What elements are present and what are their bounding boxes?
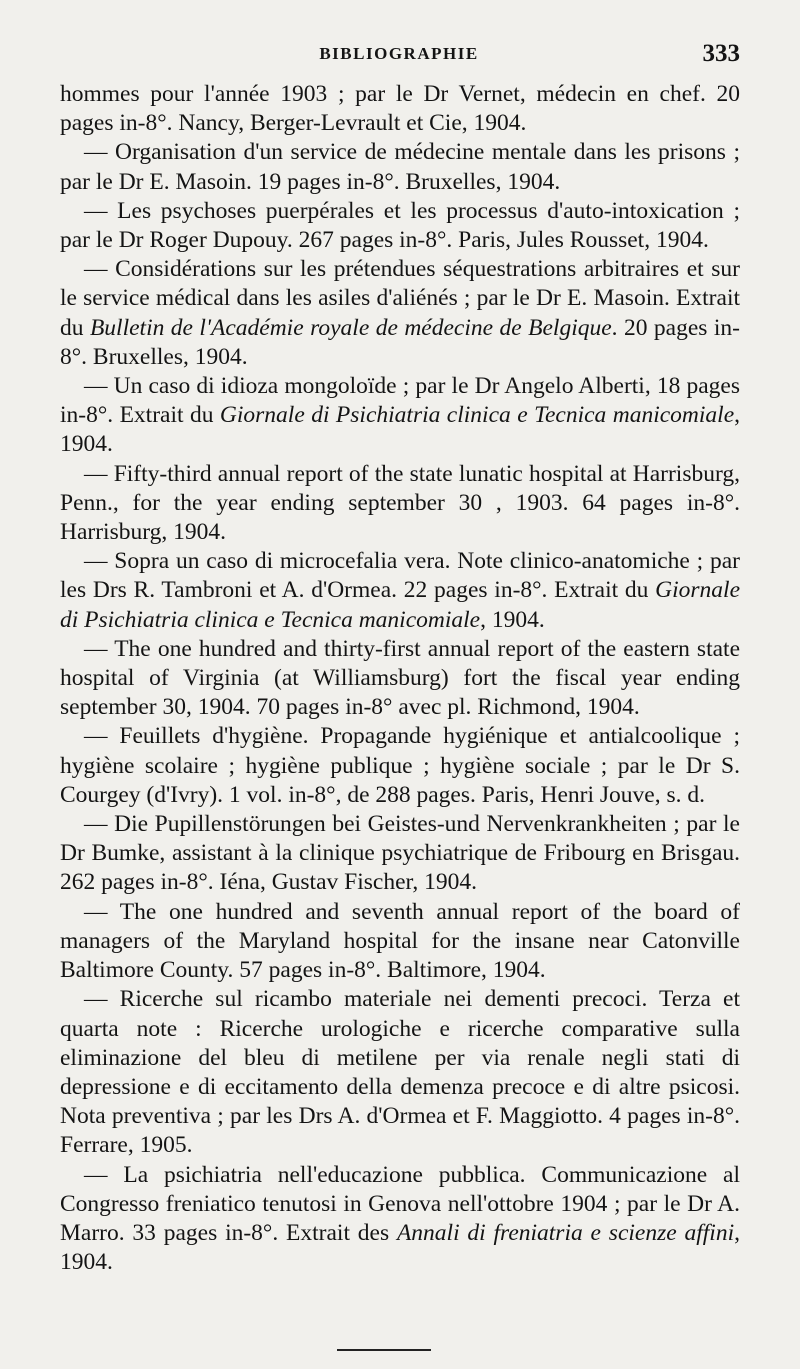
publication-title: Annali di freniatria e scienze affini bbox=[396, 1219, 735, 1246]
bibliography-entry: — Organisation d'un service de médecine mentale dans les prisons ; par le Dr E. Masoin. 19 pages in-8°. Bruxelles, 1904. bbox=[60, 139, 740, 195]
bibliography-entry: — Les psychoses puerpérales et les processus d'auto-intoxication ; par le Dr Roger Dupouy. 267 pages in-8°. Paris, Jules Rousset, 1904. bbox=[60, 197, 740, 254]
publication-title: Bulletin de l'Académie royale de médecine de Belgique bbox=[89, 314, 612, 341]
bibliography-entry: — The one hundred and thirty-first annual report of the eastern state hospital of Virginia (at Williamsburg) fort the fiscal year ending september 30, 1904. 70 pages in-8° avec pl. Richmond, 1904. bbox=[60, 635, 740, 721]
publication-title: Giornale di Psichiatria clinica e Tecnica manicomiale bbox=[60, 577, 740, 633]
bibliography-entry: — La psichiatria nell'educazione pubblica. Communicazione al Congresso freniatico tenutosi in Genova nell'ottobre 1904 ; par le Dr A. Marro. 33 pages in-8°. Extrait des Annali di freniatria e scienze affini, 1904. bbox=[60, 1161, 740, 1276]
bibliography-entry: — Un caso di idioza mongoloïde ; par le Dr Angelo Alberti, 18 pages in-8°. Extrait du Giornale di Psichiatria clinica e Tecnica manicomiale, 1904. bbox=[60, 373, 741, 458]
bibliography-entry: — Die Pupillenstörungen bei Geistes-und Nervenkrankheiten ; par le Dr Bumke, assistant à la clinique psychiatrique de Fribourg en Brisgau. 262 pages in-8°. Iéna, Gustav Fischer, 1904. bbox=[60, 811, 740, 896]
bibliography-entry: — Sopra un caso di microcefalia vera. Note clinico-anatomiche ; par les Drs R. Tambroni et A. d'Ormea. 22 pages in-8°. Extrait du Giornale di Psichiatria clinica e Tecnica manicomiale, 1904. bbox=[60, 548, 740, 633]
running-head bbox=[58, 40, 740, 74]
bibliography-text bbox=[60, 80, 740, 1277]
bibliography-entry: — Fifty-third annual report of the state lunatic hospital at Harrisburg, Penn., for the year ending september 30 , 1903. 64 pages in-8°. Harrisburg, 1904. bbox=[60, 460, 740, 546]
bibliography-entry: — Ricerche sul ricambo materiale nei dementi precoci. Terza et quarta note : Ricerche urologiche e ricerche comparative sulla eliminazione del bleu di metilene per via renale negli stati di depressione e di eccitamento della demenza precoce e di altre psicosi. Nota preventiva ; par les Drs A. d'Ormea et F. Maggiotto. 4 pages in-8°. Ferrare, 1905. bbox=[60, 986, 740, 1159]
bibliography-entry: — The one hundred and seventh annual report of the board of managers of the Maryland hospital for the insane near Catonville Baltimore County. 57 pages in-8°. Baltimore, 1904. bbox=[60, 898, 740, 984]
bibliography-entry: hommes pour l'année 1903 ; par le Dr Vernet, médecin en chef. 20 pages in-8°. Nancy, Berger-Levrault et Cie, 1904. bbox=[60, 81, 740, 137]
page-number: 333 bbox=[702, 40, 740, 67]
running-title: BIBLIOGRAPHIE bbox=[319, 44, 479, 63]
closing-rule bbox=[337, 1349, 431, 1351]
bibliography-entry: — Feuillets d'hygiène. Propagande hygiénique et antialcoolique ; hygiène scolaire ; hygiène publique ; hygiène sociale ; par le Dr S. Courgey (d'Ivry). 1 vol. in-8°, de 288 pages. Paris, Henri Jouve, s. d. bbox=[60, 723, 740, 808]
bibliography-entry: — Considérations sur les prétendues séquestrations arbitraires et sur le service médical dans les asiles d'aliénés ; par le Dr E. Masoin. Extrait du Bulletin de l'Académie royale de médecine de Belgique. 20 pages in-8°. Bruxelles, 1904. bbox=[60, 256, 740, 370]
publication-title: Giornale di Psichiatria clinica e Tecnica manicomiale bbox=[219, 402, 735, 429]
